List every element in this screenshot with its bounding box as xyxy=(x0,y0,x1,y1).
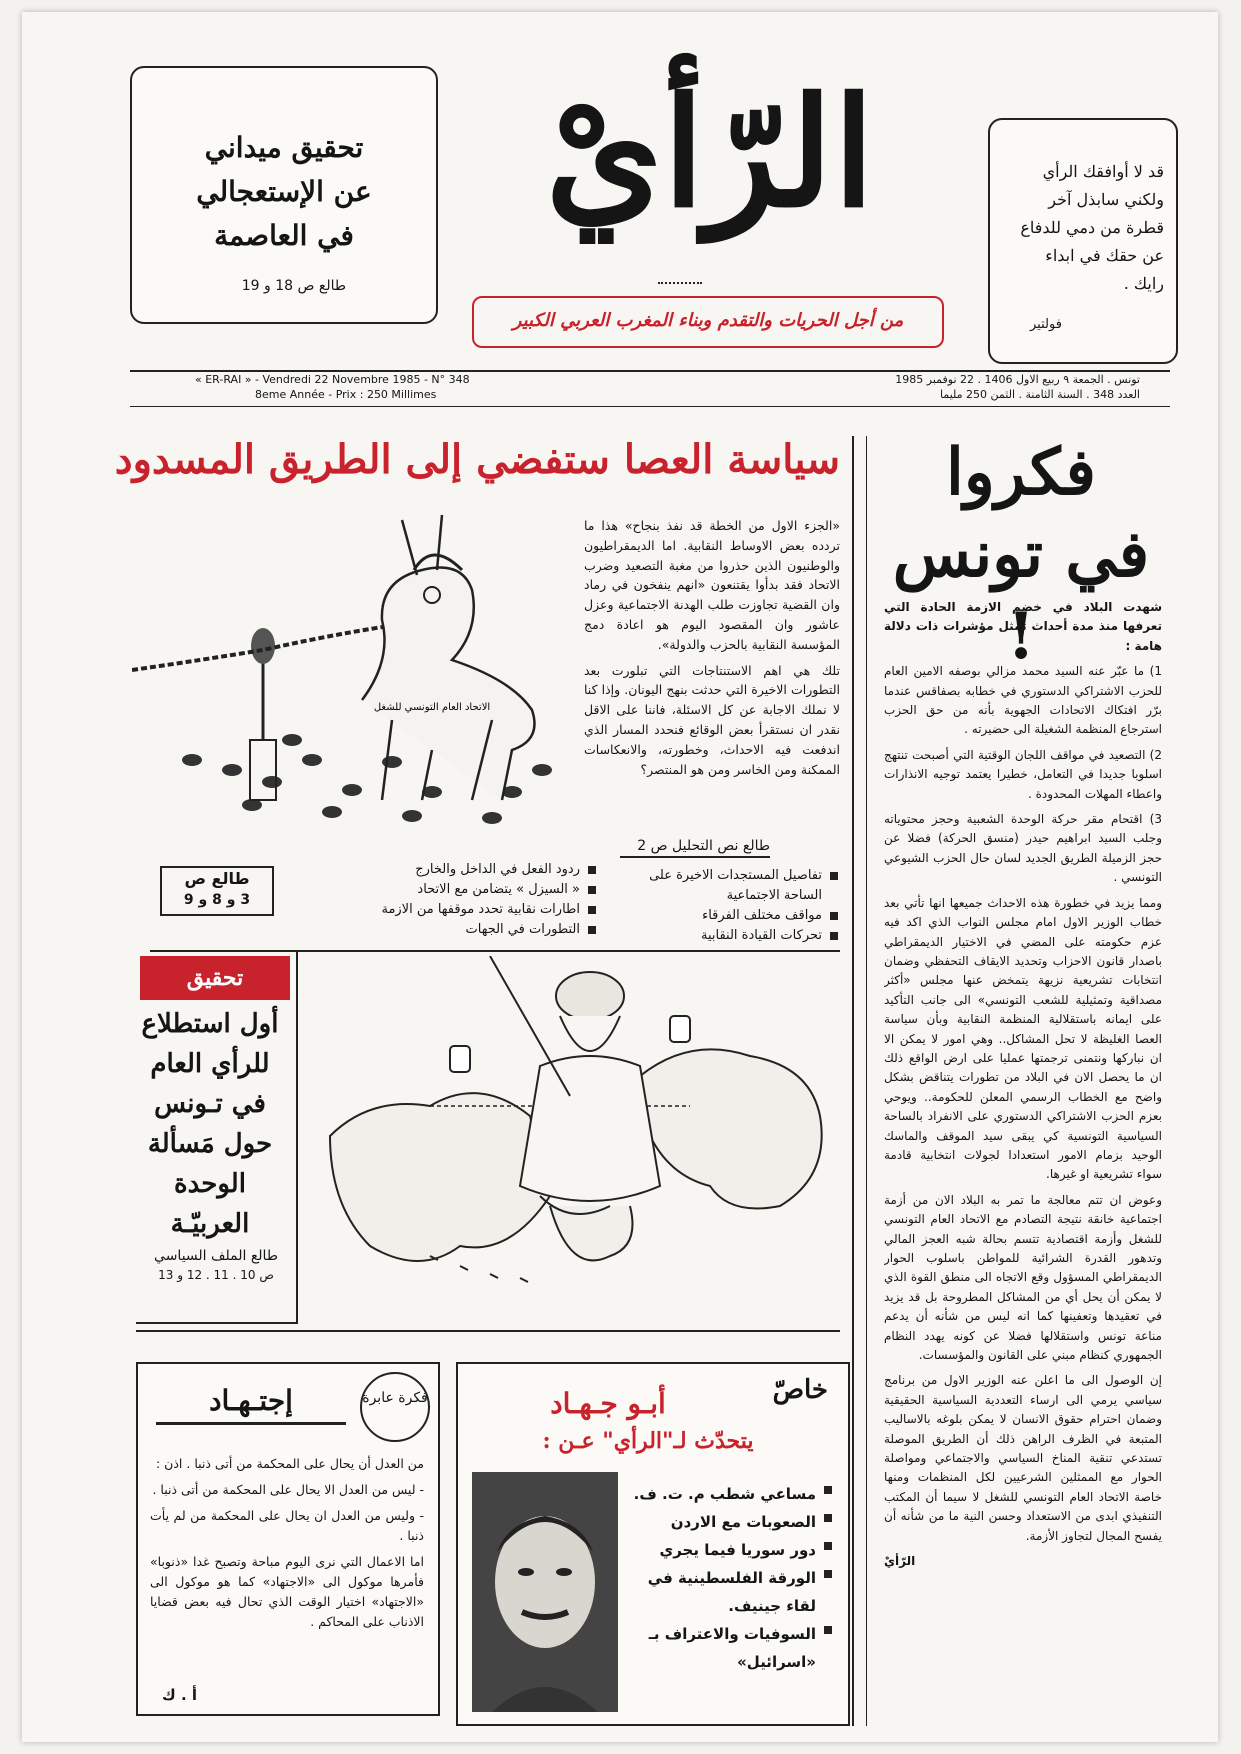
survey-tag: تحقيق xyxy=(140,956,290,1000)
investigation-box xyxy=(130,66,438,324)
survey-line: أول استطلاع xyxy=(141,1009,279,1039)
ijtihad-title: إجتـهـاد xyxy=(156,1380,346,1425)
bullet-item: تحركات القيادة النقابية xyxy=(614,926,840,946)
ijtihad-paragraph: اما الاعمال التي نرى اليوم مباحة وتصبح غدا «ذنوبا» فأمرها موكول الى «الاجتهاد» كما هو موكول الى «الاجتهاد» اختيار الوقت الذي تحال فيه بعض قضايا الاذناب على المحاكم . xyxy=(150,1554,424,1629)
bullets-left xyxy=(326,860,598,940)
bullet-item: مواقف مختلف الفرقاء xyxy=(614,906,840,926)
bullet-item: « السيزل » يتضامن مع الاتحاد xyxy=(326,880,598,900)
slogan-text: من أجل الحريات والتقدم وبناء المغرب العربي الكبير xyxy=(512,310,904,331)
ijtihad-body xyxy=(150,1454,424,1638)
date-rule-top xyxy=(130,370,1170,372)
editorial-paragraph: 3) اقتحام مقر حركة الوحدة الشعبية وحجز محتوياته وجلب السيد ابراهيم حيدر (منسق الحركة) فضلا عن حجز الزميلة الطريق الجديد لسان حال الحزب الشيوعي التونسي . xyxy=(884,812,1162,885)
pages-ref-label: طالع ص xyxy=(184,869,250,888)
main-headline: سياسة العصا ستفضي إلى الطريق المسدود xyxy=(114,436,840,483)
edition-fr: 8eme Année - Prix : 250 Millimes xyxy=(255,388,437,401)
survey-line: للرأي العام xyxy=(150,1049,270,1079)
interview-subtitle: يتحدّث لـ"الرأي" عـن : xyxy=(542,1428,754,1454)
pages-ref-pages: 3 و 8 و 9 xyxy=(183,892,251,908)
survey-line: حول مَسألة xyxy=(147,1129,273,1159)
main-article-body xyxy=(584,516,840,836)
date-rule-bottom xyxy=(130,406,1170,407)
section-rule xyxy=(136,1330,840,1332)
main-article-paragraph: «الجزء الاول من الخطة قد نفذ بنجاح» هذا ما تردده بعض الاوساط النقابية. اما الديمقراطيون والوطنيون الذين حذروا من مغبة التصعيد وضرب الاتحاد فقد بدأوا يقتنعون «انهم ينفخون في رماد وان القضية تجاوزت طلب الهدنة الاجتماعية وعزل عاشور وان المقصود اليوم هو اعادة دمج المؤسسة النقابية بالحزب والدولة». xyxy=(584,518,840,652)
column-rule xyxy=(852,436,854,1726)
quote-text: قد لا أوافقك الرأي ولكني سابذل آخر قطرة من دمي للدفاع عن حقك في ابداء رايك . xyxy=(1020,162,1164,293)
interview-topic: مساعي شطب م. ت. ف. xyxy=(628,1480,834,1508)
editorial-paragraph: ومما يزيد في خطورة هذه الاحداث جميعها انها تأتي بعد خطاب الوزير الاول امام مجلس النواب الذي اكد فيه عزم حكومته على المضي في الاختيار الديمقراطي باصدار قانون الاحزاب وتحديد الايقاف التحفظي وضمان انتخابات تشريعية نزيهة يتمخض عنها مجلس «أكثر مصداقية وتمثيلية للشعب التونسي» الى جانب التأكيد على ايمانه باستقلالية المنظمة النقابية وبأن سياسة العصا الغليظة لا تحل المشاكل.. وهي امور لا يمكن الا ان نباركها ونتمنى ترجمتها عمليا على ارض الواقع ذلك ان ما يحصل الان في البلاد من تطورات يتناقض بشكل واضح مع الخطاب الرسمي المعلن للحكومة.. ويوحي بعزم الحزب الاشتراكي الدستوري على الانفراد بالساحة السياسية التونسية كي يبقى سيد الموقف والماسك الوحيد بزمام الامور استعدادا لجولات انتخابية قادمة سواء تشريعية او غيرها. xyxy=(884,895,1162,1182)
investigation-line: عن الإستعجالي xyxy=(196,175,372,208)
interview-topic: الورقة الفلسطينية في لقاء جينيف. xyxy=(628,1564,834,1620)
logo-ornament xyxy=(658,282,702,290)
slogan-banner xyxy=(472,296,944,348)
bullet-item: اطارات نقابية تحدد موقفها من الازمة xyxy=(326,900,598,920)
editorial-headline: فكروا في تونس ! xyxy=(892,435,1150,674)
editorial-paragraph: شهدت البلاد في خضم الازمة الحادة التي تعرفها منذ مدة أحداث تمثل مؤشرات ذات دلالة هامة : xyxy=(884,600,1162,653)
interview-topics xyxy=(628,1480,834,1676)
quote-box xyxy=(988,118,1178,364)
column-rule xyxy=(866,436,867,1726)
edition-ar: العدد 348 . السنة الثامنة . الثمن 250 مليما xyxy=(939,388,1140,401)
bullet-item: تفاصيل المستجدات الاخيرة على الساحة الاجتماعية xyxy=(614,866,840,906)
interview-topic: السوفيات والاعتراف بـ «اسرائيل» xyxy=(628,1620,834,1676)
editorial-paragraph: 2) التصعيد في مواقف اللجان الوقتية التي أصبحت تنتهج اسلوبا جديدا في التعامل، خطيرا يعتمد توجيه الانذارات واعطاء المهلات المحدودة . xyxy=(884,747,1162,801)
editorial-paragraph: وعوض ان تتم معالجة ما تمر به البلاد الان من أزمة اجتماعية خانقة نتيجة التصادم مع الاتحاد العام التونسي للشغل وأزمة اقتصادية تتسم بحالة شبه العجز المالي وتدهور القدرة الشرائية للمواطن باسلوب الحوار الديمقراطي المسؤول وقع الاتجاه الى منطق القوة الذي لا يمكن أن يحل أي من المشاكل المطروحة بل قد يزيد في تعقيدها وتعفينها كما انه ليس من شأنه أن يدعم مناعة تونس واستقلالها فضلا عن كونه يهدد النظام الجمهوري كنظام مبني على القانون والمؤسسات. xyxy=(884,1192,1162,1363)
investigation-ref: طالع ص 18 و 19 xyxy=(241,278,346,294)
investigation-line: تحقيق ميداني xyxy=(204,131,364,164)
survey-line: في تـونس xyxy=(154,1089,266,1119)
masthead-logo: الرّأيْ xyxy=(545,65,875,241)
ijtihad-signature: أ . ك xyxy=(162,1686,198,1704)
ijtihad-paragraph: من العدل أن يحال على المحكمة من أتى ذنبا . اذن : xyxy=(156,1456,424,1471)
investigation-line: في العاصمة xyxy=(214,219,354,252)
pages-ref-box xyxy=(160,866,274,916)
ijtihad-paragraph: - وليس من العدل ان يحال على المحكمة من لم يأت ذنبا . xyxy=(150,1508,424,1543)
editorial-paragraph: 1) ما عبّر عنه السيد محمد مزالي بوصفه الامين العام للحزب الاشتراكي الدستوري في خطابه بصفاقس عندما برّر افتكاك الاتحادات الجهوية بأنه من حق الحزب استرجاع المنظمة الشغيلة الى حضيرته . xyxy=(884,664,1162,737)
bullets-right xyxy=(614,866,840,946)
date-ar: تونس . الجمعة ٩ ربيع الاول 1406 . 22 نوفمبر 1985 xyxy=(895,373,1140,386)
interview-topic: دور سوريا فيما يجري xyxy=(628,1536,834,1564)
interview-topic: الصعوبات مع الاردن xyxy=(628,1508,834,1536)
survey-line: الوحدة xyxy=(174,1169,246,1199)
main-article-continued: طالع نص التحليل ص 2 xyxy=(620,836,770,858)
survey-ref-label: طالع الملف السياسي xyxy=(154,1248,278,1264)
cartoon-label: الاتحاد العام التونسي للشغل xyxy=(373,702,491,713)
ijtihad-paragraph: - ليس من العدل الا يحال على المحكمة من أتى ذنبا . xyxy=(152,1482,424,1497)
editorial-paragraph: إن الوصول الى ما اعلن عنه الوزير الاول من برنامج سياسي يرمي الى ارساء التعددية السياسية الحقيقية وضمان احترام حقوق الانسان لا يمكن بلوغه بالاساليب المتبعة في الظرف الراهن ذلك أن الطريق الموصلة تستدعي تنقية المناخ السياسي والاجتماعي ومواصلة الحوار مع الممثلين الشرعيين لكل المنظمات ومنها خاصة الاتحاد العام التونسي للشغل لا سيما أن المكتب التنفيذي ابدى من الاستعداد وحسن النية ما من شأنه أن يفسح المجال لتجاوز الأزمة. xyxy=(884,1373,1162,1543)
interview-name: أبـو جـهـاد xyxy=(550,1387,666,1420)
portrait-photo xyxy=(472,1472,618,1712)
editorial-signature: الرّأيْ xyxy=(884,1554,916,1569)
ijtihad-badge: فكرة عابرة xyxy=(360,1372,430,1442)
main-article-paragraph: تلك هي اهم الاستنتاجات التي تبلورت بعد التطورات الاخيرة التي حدثت بنهج اليونان. وإذا كنا لا نملك الاجابة عن كل الاسئلة، فاننا على الاقل نقدر ان نستقرأ بعض الوقائع فنحدد المسار الذي اندفعت فيه الاحداث، وخطورته، والانعكاسات الممكنة ومن الخاسر ومن هو المنتصر؟ xyxy=(584,662,840,777)
survey-ref-pages: ص 10 . 11 . 12 و 13 xyxy=(158,1268,274,1282)
cartoon-donkey xyxy=(132,500,572,832)
survey-box xyxy=(136,952,298,1324)
cartoon-tailor xyxy=(310,956,840,1306)
interview-box xyxy=(456,1362,850,1726)
date-fr: « ER-RAI » - Vendredi 22 Novembre 1985 - N° 348 xyxy=(195,373,470,386)
interview-tag: خاصّ xyxy=(772,1375,828,1405)
survey-line: العربيّـة xyxy=(170,1209,250,1239)
editorial-body xyxy=(884,598,1162,1718)
ijtihad-box xyxy=(136,1362,440,1716)
quote-author: فولتير xyxy=(1030,317,1062,332)
bullet-item: ردود الفعل في الداخل والخارج xyxy=(326,860,598,880)
bullet-item: التطورات في الجهات xyxy=(326,920,598,940)
